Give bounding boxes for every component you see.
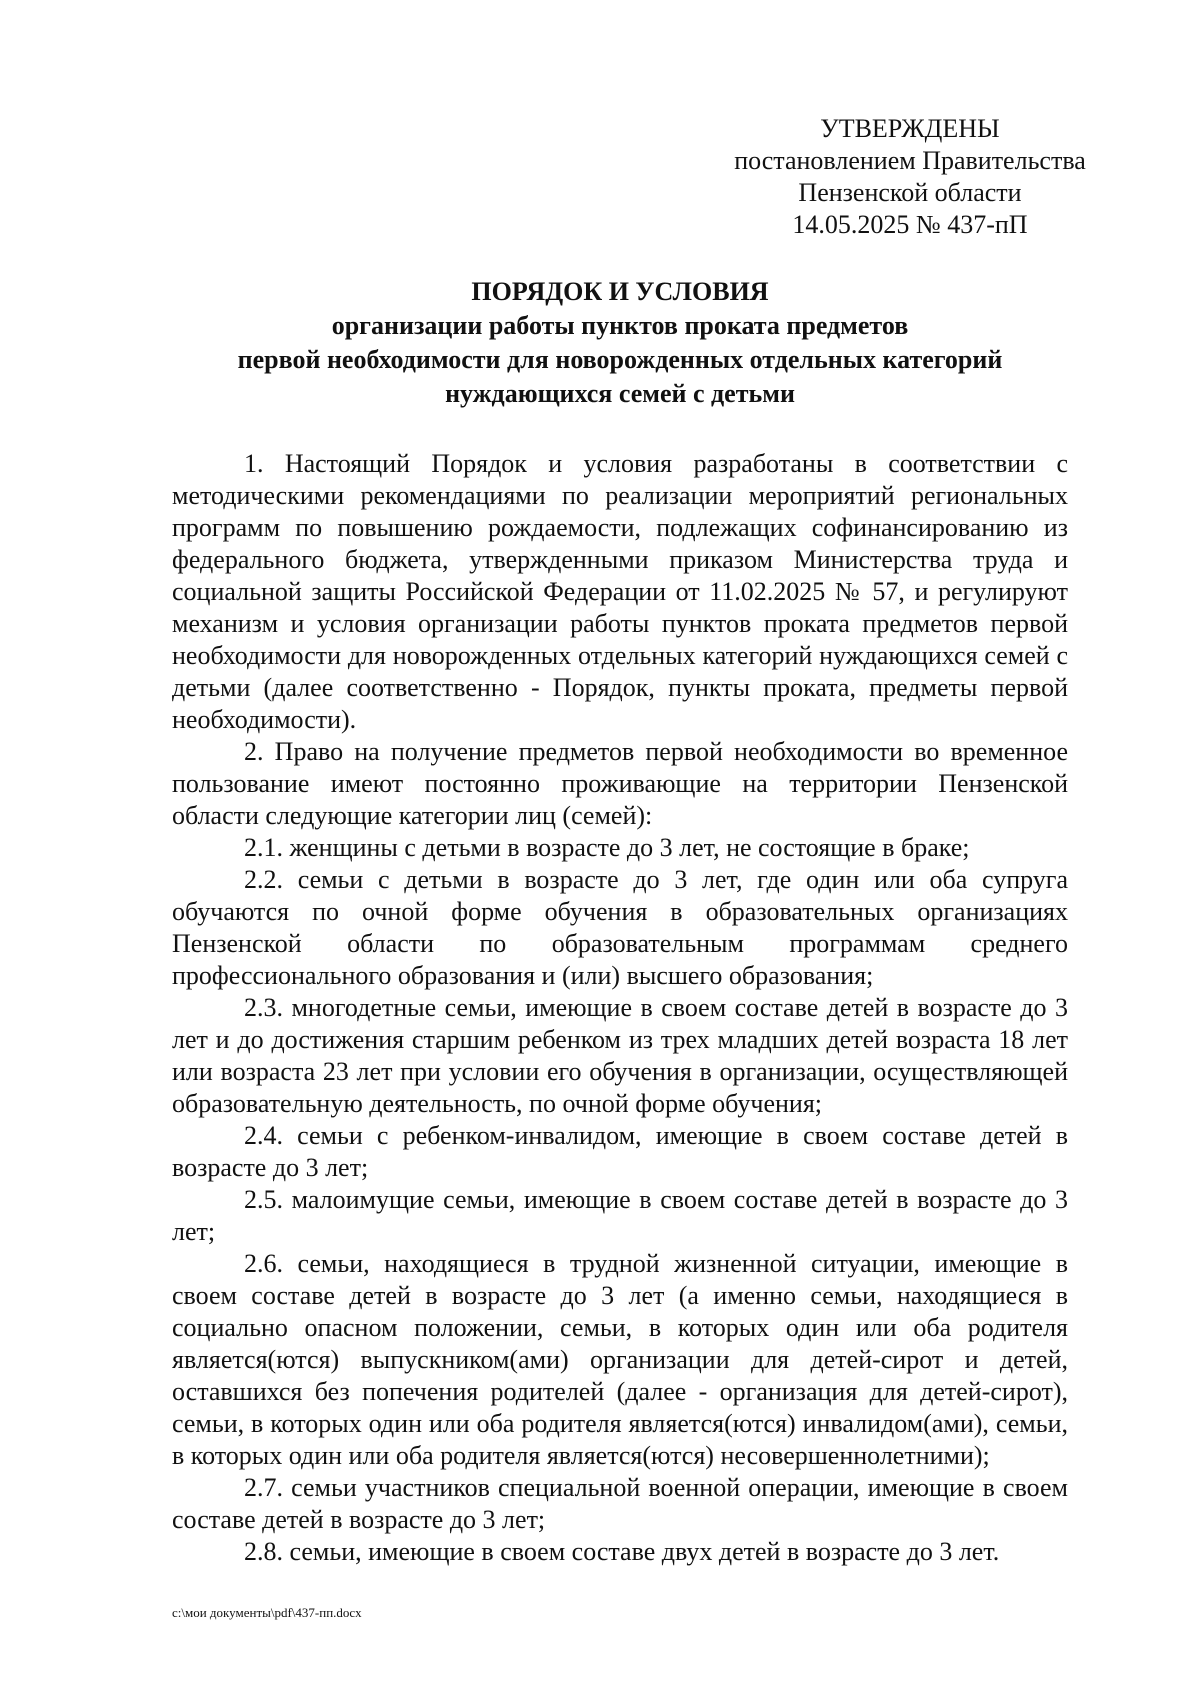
title-line-4: нуждающихся семей с детьми — [445, 379, 795, 408]
approval-stamp — [700, 113, 1120, 241]
paragraph-2-8: 2.8. семьи, имеющие в своем составе двух детей в возрасте до 3 лет. — [244, 1537, 1000, 1566]
paragraph-2-7: 2.7. семьи участников специальной военной операции, имеющие в своем составе детей в возрасте до 3 лет; — [172, 1473, 1068, 1534]
title-line-2: организации работы пунктов проката предметов — [331, 311, 909, 340]
paragraph-2-2: 2.2. семьи с детьми в возрасте до 3 лет, где один или оба супруга обучаются по очной форме обучения в образовательных организациях Пензенской области по образовательным программам среднего профессионального образования и (или) высшего образования; — [172, 865, 1068, 990]
paragraph-2-1: 2.1. женщины с детьми в возрасте до 3 лет, не состоящие в браке; — [244, 833, 970, 862]
paragraph-2-6: 2.6. семьи, находящиеся в трудной жизненной ситуации, имеющие в своем составе детей в возрасте до 3 лет (а именно семьи, находящиеся в социально опасном положении, семьи, в которых один или оба родителя является(ются) выпускником(ами) организации для детей-сирот и детей, оставшихся без попечения родителей (далее - организация для детей-сирот), семьи, в которых один или оба родителя является(ются) инвалидом(ами), семьи, в которых один или оба родителя является(ются) несовершеннолетними); — [172, 1249, 1068, 1470]
approval-region: Пензенской области — [798, 178, 1022, 207]
paragraph-2-4: 2.4. семьи с ребенком-инвалидом, имеющие в своем составе детей в возрасте до 3 лет; — [172, 1121, 1068, 1182]
paragraph-1: 1. Настоящий Порядок и условия разработаны в соответствии с методическими рекомендациями по реализации мероприятий региональных программ по повышению рождаемости, подлежащих софинансированию из федерального бюджета, утвержденными приказом Министерства труда и социальной защиты Российской Федерации от 11.02.2025 № 57, и регулируют механизм и условия организации работы пунктов проката предметов первой необходимости для новорожденных отдельных категорий нуждающихся семей с детьми (далее соответственно - Порядок, пункты проката, предметы первой необходимости). — [172, 449, 1068, 734]
file-path-footer: c:\мои документы\pdf\437-пп.docx — [172, 1605, 362, 1620]
approval-date-number: 14.05.2025 № 437-пП — [792, 210, 1028, 239]
document-body — [172, 448, 1068, 1568]
title-line-3: первой необходимости для новорожденных отдельных категорий — [237, 345, 1003, 374]
title-line-1: ПОРЯДОК И УСЛОВИЯ — [471, 277, 769, 306]
paragraph-2-5: 2.5. малоимущие семьи, имеющие в своем составе детей в возрасте до 3 лет; — [172, 1185, 1068, 1246]
approval-heading: УТВЕРЖДЕНЫ — [820, 114, 1000, 143]
approval-authority: постановлением Правительства — [734, 146, 1086, 175]
paragraph-2: 2. Право на получение предметов первой необходимости во временное пользование имеют постоянно проживающие на территории Пензенской области следующие категории лиц (семей): — [172, 737, 1068, 830]
document-title — [172, 275, 1068, 411]
paragraph-2-3: 2.3. многодетные семьи, имеющие в своем составе детей в возрасте до 3 лет и до достижения старшим ребенком из трех младших детей возраста 18 лет или возраста 23 лет при условии его обучения в организации, осуществляющей образовательную деятельность, по очной форме обучения; — [172, 993, 1068, 1118]
